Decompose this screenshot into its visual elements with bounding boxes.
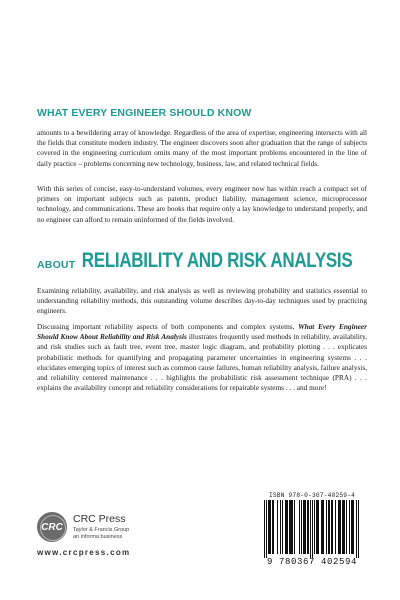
barcode-bar bbox=[304, 500, 305, 554]
about-paragraph-2-rest: illustrates frequently used methods in reliability, availability, and risk studies such as fault tree, event tree, master logic diagram, and probability plotting . . . explicates probabilistic methods for quantifying and propagating parameter uncertainties in engineering systems . . . elucidates emerging topics of interest such as common cause failures, human reliability analysis, failure analysis, and reliability centered maintenance . . . highlights the probabilistic risk assessment technique (PRA) . . . explains the availability concept and reliability considerations for repairable systems . . . and more! bbox=[37, 332, 367, 393]
series-paragraph-1: amounts to a bewildering array of knowledge. Regardless of the area of expertise, engineering intersects with all the fields that constitute modern industry. The engineer discovers soon after graduation that the range of subjects covered in the engineering curriculum omits many of the most important problems encountered in the line of daily practice – problems concerning new technology, business, law, and related technical fields. bbox=[37, 128, 367, 168]
barcode-bar bbox=[287, 500, 288, 554]
barcode-bar bbox=[277, 500, 278, 554]
barcode-bar bbox=[328, 500, 329, 554]
barcode-bar bbox=[292, 500, 293, 554]
barcode-bar bbox=[268, 500, 269, 554]
barcode-bar bbox=[318, 500, 319, 554]
barcode-bar bbox=[294, 500, 295, 554]
barcode-bar bbox=[332, 500, 333, 554]
barcode-bar bbox=[342, 500, 343, 554]
barcode-bar bbox=[299, 500, 300, 554]
publisher-url[interactable]: www.crcpress.com bbox=[37, 548, 131, 557]
barcode-bar bbox=[331, 500, 332, 554]
barcode-bar bbox=[312, 500, 313, 558]
barcode-bar bbox=[349, 500, 350, 554]
barcode-bar bbox=[344, 500, 345, 554]
barcode-bar bbox=[314, 500, 315, 554]
about-paragraph-2-book-title: What Every Engineer Should Know About Reliability and Risk Analysis bbox=[37, 322, 367, 342]
about-word: ABOUT bbox=[37, 259, 76, 271]
barcode-icon bbox=[256, 500, 368, 558]
barcode-bar bbox=[353, 500, 354, 554]
barcode-bar bbox=[323, 500, 324, 554]
publisher-block bbox=[37, 512, 187, 562]
barcode-bar bbox=[346, 500, 347, 554]
barcode-bar bbox=[308, 500, 309, 554]
barcode-bar bbox=[280, 500, 281, 554]
isbn-label: ISBN 978-0-367-40259-4 bbox=[268, 492, 356, 499]
barcode-bar bbox=[285, 500, 286, 554]
barcode-bar bbox=[305, 500, 306, 554]
barcode-bar bbox=[339, 500, 340, 554]
series-paragraph-2: With this series of concise, easy-to-understand volumes, every engineer now has within reach a compact set of primers on important subjects such as patents, product liability, management science, microprocessor technology, and communications. These are books that require only a lay knowledge to understand properly, and no engineer can afford to remain uninformed of the fields involved. bbox=[37, 184, 367, 224]
barcode-bar bbox=[301, 500, 302, 554]
about-paragraph-2-lead: Discussing important reliability aspects of both components and complex systems, bbox=[37, 322, 299, 331]
publisher-group: Taylor & Francis Group bbox=[73, 527, 130, 533]
barcode-bar bbox=[286, 500, 287, 554]
barcode-bar bbox=[351, 500, 352, 554]
barcode-bar bbox=[356, 500, 357, 558]
about-paragraph-1: Examining reliability, availability, and risk analysis as well as reviewing probability and statistics essential to understanding reliability methods, this outstanding volume describes day-to-day techniques used by practicing engineers. bbox=[37, 286, 367, 316]
barcode-bar bbox=[340, 500, 341, 554]
barcode-bar bbox=[272, 500, 273, 554]
barcode-bar bbox=[290, 500, 291, 554]
barcode-bar bbox=[343, 500, 344, 554]
barcode-bar bbox=[321, 500, 322, 554]
barcode-bar bbox=[303, 500, 304, 554]
barcode-bar bbox=[316, 500, 317, 554]
barcode-bar bbox=[266, 500, 267, 558]
barcode-bar bbox=[335, 500, 336, 554]
barcode-bar bbox=[282, 500, 283, 554]
barcode-bar bbox=[352, 500, 353, 554]
barcode-block bbox=[256, 492, 368, 572]
barcode-bar bbox=[270, 500, 271, 554]
barcode-bar bbox=[273, 500, 274, 554]
book-title: RELIABILITY AND RISK ANALYSIS bbox=[81, 248, 353, 272]
publisher-name: CRC Press bbox=[73, 513, 126, 525]
barcode-bar bbox=[264, 500, 265, 558]
about-heading bbox=[37, 248, 367, 273]
barcode-bar bbox=[317, 500, 318, 554]
series-heading: WHAT EVERY ENGINEER SHOULD KNOW bbox=[37, 107, 252, 119]
barcode-bar bbox=[310, 500, 311, 558]
barcode-bar bbox=[269, 500, 270, 554]
barcode-bar bbox=[291, 500, 292, 554]
barcode-bar bbox=[289, 500, 290, 554]
barcode-bar bbox=[307, 500, 308, 554]
publisher-parent: an informa business bbox=[73, 534, 123, 540]
crc-logo-icon: CRC bbox=[37, 512, 67, 542]
barcode-bar bbox=[338, 500, 339, 554]
barcode-bar bbox=[322, 500, 323, 554]
barcode-bar bbox=[358, 500, 359, 558]
about-paragraph-2 bbox=[37, 322, 367, 393]
barcode-bar bbox=[326, 500, 327, 554]
ean-digits: 9 780367 402594 bbox=[266, 557, 357, 567]
barcode-bar bbox=[329, 500, 330, 554]
